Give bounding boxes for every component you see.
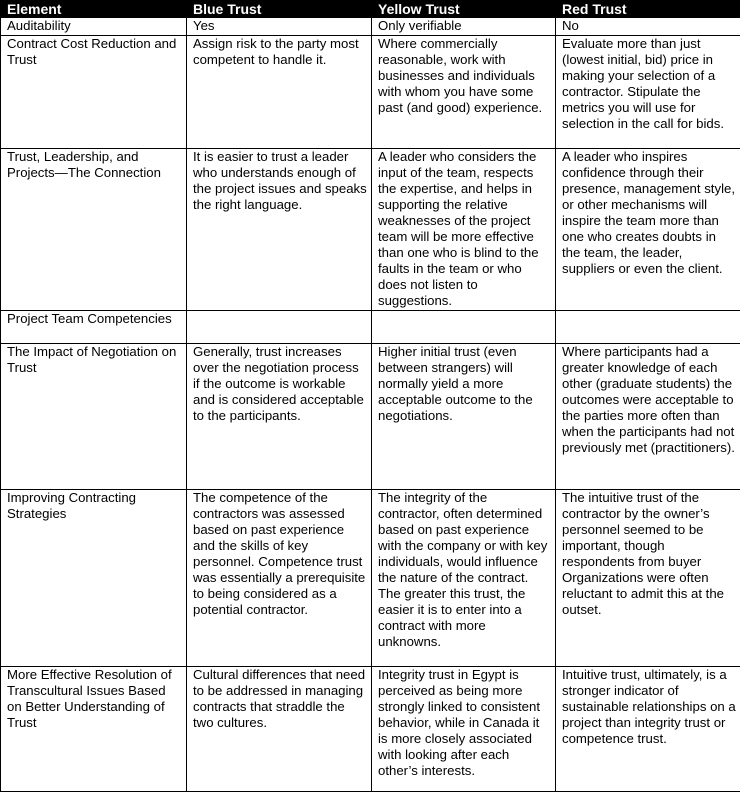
- cell-element: Project Team Competencies: [1, 311, 187, 344]
- table-row: [1, 18, 740, 36]
- cell-red: No: [556, 18, 740, 36]
- header-blue-trust: Blue Trust: [187, 1, 372, 18]
- cell-element: More Effective Resolution of Transcultural Issues Based on Better Understanding of Trust: [1, 667, 187, 792]
- cell-yellow: The integrity of the contractor, often determined based on past experience with the company or with key individuals, would influence the nature of the contract. The greater this trust, the easier it is to enter into a contract with more unknowns.: [372, 490, 556, 667]
- cell-red: A leader who inspires confidence through their presence, management style, or other mechanisms will inspire the team more than one who creates doubts in the team, the leader, suppliers or even the client.: [556, 149, 740, 311]
- cell-element: Contract Cost Reduction and Trust: [1, 36, 187, 149]
- cell-yellow: Only verifiable: [372, 18, 556, 36]
- header-row: [1, 1, 740, 18]
- cell-red: Evaluate more than just (lowest initial, bid) price in making your selection of a contractor. Stipulate the metrics you will use for selection in the call for bids.: [556, 36, 740, 149]
- cell-red: [556, 311, 740, 344]
- cell-blue: Cultural differences that need to be addressed in managing contracts that straddle the two cultures.: [187, 667, 372, 792]
- cell-red: Where participants had a greater knowledge of each other (graduate students) the outcomes were acceptable to the parties more often than when the participants had not previously met (practitioners).: [556, 344, 740, 490]
- table-row: [1, 344, 740, 490]
- cell-element: Improving Contracting Strategies: [1, 490, 187, 667]
- cell-yellow: Where commercially reasonable, work with businesses and individuals with whom you have some past (and good) experience.: [372, 36, 556, 149]
- cell-blue: Assign risk to the party most competent to handle it.: [187, 36, 372, 149]
- cell-yellow: Integrity trust in Egypt is perceived as being more strongly linked to consistent behavior, while in Canada it is more closely associated with looking after each other’s interests.: [372, 667, 556, 792]
- cell-yellow: A leader who considers the input of the team, respects the expertise, and helps in supporting the relative weaknesses of the project team will be more effective than one who is blind to the faults in the team or who does not listen to suggestions.: [372, 149, 556, 311]
- cell-element: Auditability: [1, 18, 187, 36]
- table-row: [1, 311, 740, 344]
- cell-blue: It is easier to trust a leader who understands enough of the project issues and speaks the right language.: [187, 149, 372, 311]
- table-row: [1, 490, 740, 667]
- cell-element: The Impact of Negotiation on Trust: [1, 344, 187, 490]
- cell-element: Trust, Leadership, and Projects—The Connection: [1, 149, 187, 311]
- cell-blue: Generally, trust increases over the negotiation process if the outcome is workable and is considered acceptable to the participants.: [187, 344, 372, 490]
- cell-blue: [187, 311, 372, 344]
- header-element: Element: [1, 1, 187, 18]
- table-row: [1, 149, 740, 311]
- cell-red: Intuitive trust, ultimately, is a stronger indicator of sustainable relationships on a project than integrity trust or competence trust.: [556, 667, 740, 792]
- cell-yellow: Higher initial trust (even between strangers) will normally yield a more acceptable outcome to the negotiations.: [372, 344, 556, 490]
- cell-blue: Yes: [187, 18, 372, 36]
- cell-yellow: [372, 311, 556, 344]
- table-row: [1, 667, 740, 792]
- cell-red: The intuitive trust of the contractor by the owner’s personnel seemed to be important, though respondents from buyer Organizations were often reluctant to admit this at the outset.: [556, 490, 740, 667]
- cell-blue: The competence of the contractors was assessed based on past experience and the skills of key personnel. Competence trust was essentially a prerequisite to being considered as a potential contractor.: [187, 490, 372, 667]
- table-row: [1, 36, 740, 149]
- header-yellow-trust: Yellow Trust: [372, 1, 556, 18]
- header-red-trust: Red Trust: [556, 1, 740, 18]
